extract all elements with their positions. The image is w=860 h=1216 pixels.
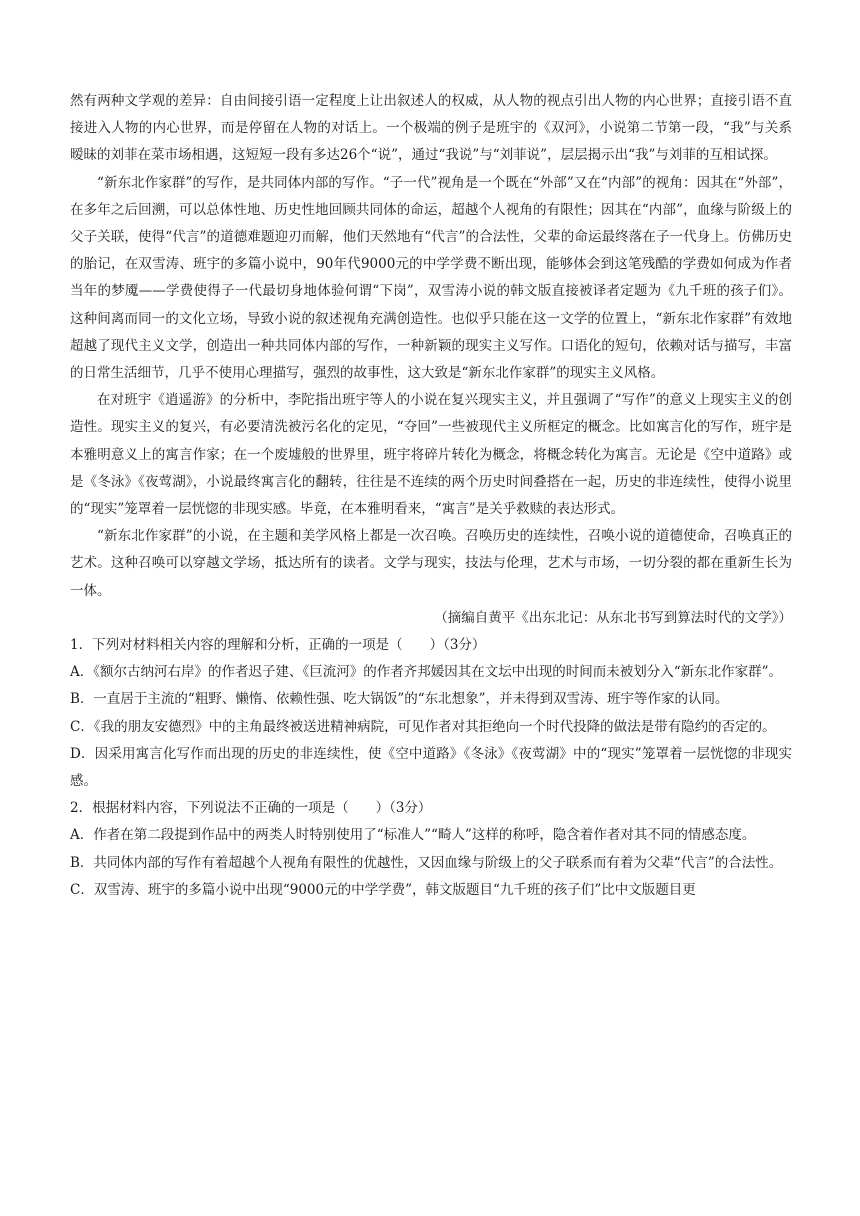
- passage-source: （摘编自黄平《出东北记：从东北书写到算法时代的文学》）: [434, 609, 792, 626]
- option-b[interactable]: B．一直居于主流的“粗野、懒惰、依赖性强、吃大锅饭”的“东北想象”，并未得到双雪涛、班宇等作家的认同。: [70, 691, 729, 708]
- option-c[interactable]: C．《我的朋友安德烈》中的主角最终被送进精神病院，可见作者对其拒绝向一个时代投降的做法是带有隐约的否定的。: [70, 718, 776, 735]
- reading-passage: [70, 88, 792, 632]
- option-c[interactable]: C．双雪涛、班宇的多篇小说中出现“9000元的中学学费”，韩文版题目“九千班的孩子们”比中文版题目更: [70, 881, 696, 898]
- passage-paragraph: “新东北作家群”的写作，是共同体内部的写作。“子一代”视角是一个既在“外部”又在“内部”的视角：因其在“外部”，在多年之后回溯，可以总体性地、历史性地回顾共同体的命运，超越个人视角的有限性；因其在“内部”，血缘与阶级上的父子关联，使得“代言”的道德难题迎刃而解，他们天然地有“代言”的合法性，父辈的命运最终落在子一代身上。仿佛历史的胎记，在双雪涛、班宇的多篇小说中，90年代9000元的中学学费不断出现，能够体会到这笔残酷的学费如何成为作者当年的梦魇——学费使得子一代最切身地体验何谓“下岗”，双雪涛小说的韩文版直接被译者定题为《九千班的孩子们》。这种间离而同一的文化立场，导致小说的叙述视角充满创造性。也似乎只能在这一文学的位置上，“新东北作家群”有效地超越了现代主义文学，创造出一种共同体内部的写作，一种新颖的现实主义写作。口语化的短句，依赖对话与描写，丰富的日常生活细节，几乎不使用心理描写，强烈的故事性，这大致是“新东北作家群”的现实主义风格。: [70, 174, 792, 382]
- passage-paragraph: 然有两种文学观的差异：自由间接引语一定程度上让出叙述人的权威，从人物的视点引出人物的内心世界；直接引语不直接进入人物的内心世界，而是停留在人物的对话上。一个极端的例子是班宇的《双河》，小说第二节第一段，“我”与关系暧昧的刘菲在菜市场相遇，这短短一段有多达26个“说”，通过“我说”与“刘菲说”，层层揭示出“我”与刘菲的互相试探。: [70, 93, 792, 164]
- passage-paragraph: “新东北作家群”的小说，在主题和美学风格上都是一次召唤。召唤历史的连续性，召唤小说的道德使命，召唤真正的艺术。这种召唤可以穿越文学场，抵达所有的读者。文学与现实，技法与伦理，艺术与市场，一切分裂的都在重新生长为一体。: [70, 528, 792, 599]
- option-a[interactable]: A．作者在第二段提到作品中的两类人时特别使用了“标准人”“畸人”这样的称呼，隐含着作者对其不同的情感态度。: [70, 827, 756, 844]
- question-stem: 1．下列对材料相关内容的理解和分析，正确的一项是（ ）（3分）: [70, 637, 486, 654]
- question-stem: 2．根据材料内容，下列说法不正确的一项是（ ）（3分）: [70, 800, 432, 817]
- option-d[interactable]: D．因采用寓言化写作而出现的历史的非连续性，使《空中道路》《冬泳》《夜莺湖》中的“现实”笼罩着一层恍惚的非现实感。: [70, 745, 792, 790]
- question-2: [70, 795, 792, 904]
- question-1: [70, 632, 792, 795]
- passage-paragraph: 在对班宇《逍遥游》的分析中，李陀指出班宇等人的小说在复兴现实主义，并且强调了“写作”的意义上现实主义的创造性。现实主义的复兴，有必要清洗被污名化的定见，“夺回”一些被现代主义所框定的概念。比如寓言化的写作，班宇是本雅明意义上的寓言作家；在一个废墟般的世界里，班宇将碎片转化为概念，将概念转化为寓言。无论是《空中道路》或是《冬泳》《夜莺湖》，小说最终寓言化的翻转，往往是不连续的两个历史时间叠搭在一起，历史的非连续性，使得小说里的“现实”笼罩着一层恍惚的非现实感。毕竟，在本雅明看来，“寓言”是关乎救赎的表达形式。: [70, 392, 792, 518]
- option-a[interactable]: A．《额尔古纳河右岸》的作者迟子建、《巨流河》的作者齐邦媛因其在文坛中出现的时间而未被划分入“新东北作家群”。: [70, 664, 783, 681]
- option-b[interactable]: B．共同体内部的写作有着超越个人视角有限性的优越性，又因血缘与阶级上的父子联系而有着为父辈“代言”的合法性。: [70, 854, 783, 871]
